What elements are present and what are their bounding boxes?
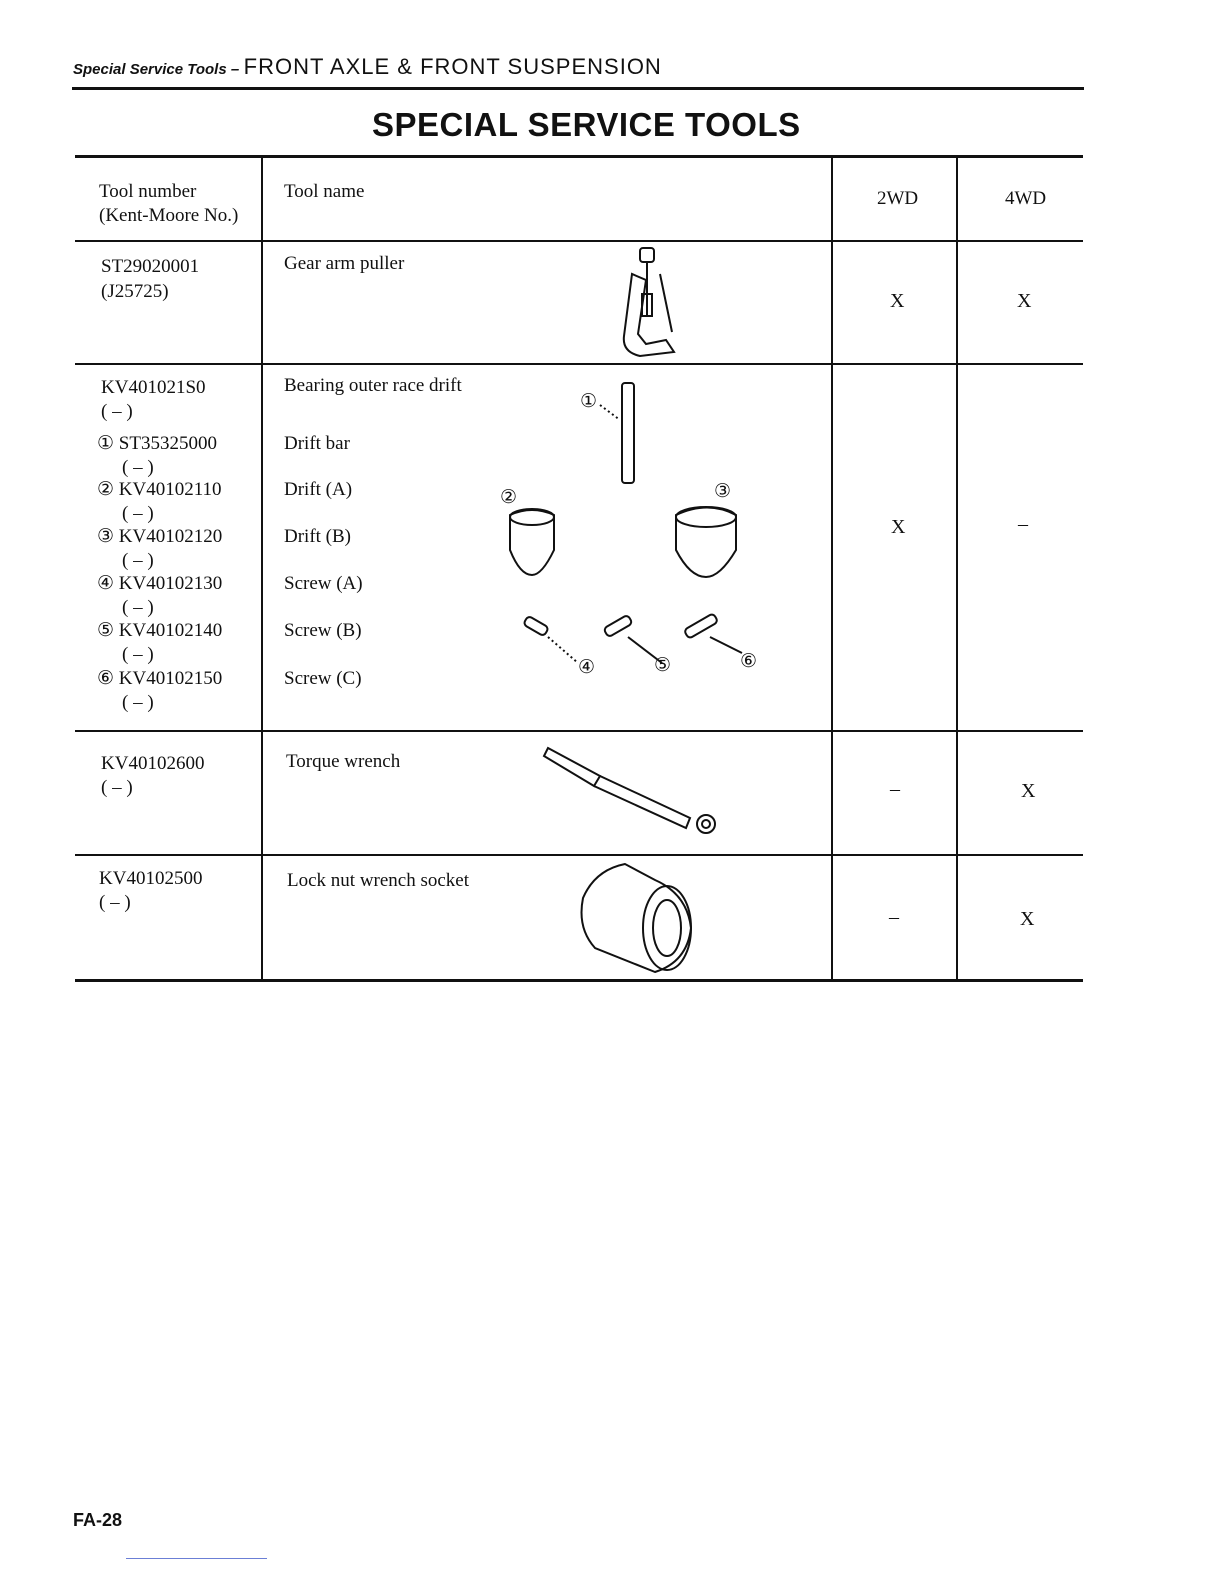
part-kent-moore: ( – ) [122, 597, 154, 618]
page-number: FA-28 [73, 1510, 123, 1530]
header-section: FRONT AXLE & FRONT SUSPENSION [243, 54, 662, 79]
part-number: ⑥ KV40102150 [97, 668, 223, 689]
part-name: Drift (A) [284, 479, 353, 500]
part-kent-moore: ( – ) [122, 457, 154, 478]
row-divider [75, 363, 1083, 365]
scan-artifact-line [126, 1558, 267, 1559]
callout-6: ⑥ [740, 651, 758, 672]
col-header-2wd: 2WD [877, 188, 919, 209]
lock-nut-socket-illustration [575, 858, 705, 976]
tool-number: ST29020001 [101, 256, 200, 277]
bearing-drift-illustration [490, 375, 780, 695]
table-top-rule [75, 155, 1083, 158]
kent-moore-number: ( – ) [101, 401, 133, 422]
table-bottom-rule [75, 979, 1083, 982]
4wd-mark: – [1018, 513, 1028, 535]
kent-moore-number: ( – ) [101, 777, 133, 798]
2wd-mark: X [891, 516, 906, 538]
part-number: ⑤ KV40102140 [97, 620, 223, 641]
part-number: ④ KV40102130 [97, 573, 223, 594]
part-kent-moore: ( – ) [122, 550, 154, 571]
2wd-mark: X [890, 290, 905, 312]
tool-number: KV40102600 [101, 753, 205, 774]
4wd-mark: X [1021, 780, 1036, 802]
2wd-mark: – [889, 906, 899, 928]
part-name: Screw (A) [284, 573, 363, 594]
tool-name: Lock nut wrench socket [287, 870, 470, 891]
part-kent-moore: ( – ) [122, 644, 154, 665]
part-kent-moore: ( – ) [122, 692, 154, 713]
part-name: Drift bar [284, 433, 350, 454]
page-title: SPECIAL SERVICE TOOLS [372, 106, 801, 143]
running-header [73, 54, 662, 80]
tool-number: KV40102500 [99, 868, 203, 889]
callout-4: ④ [578, 657, 596, 678]
part-number: ② KV40102110 [97, 479, 222, 500]
tool-name: Bearing outer race drift [284, 375, 462, 396]
row-divider [75, 730, 1083, 732]
part-name: Drift (B) [284, 526, 352, 547]
torque-wrench-illustration [540, 740, 730, 840]
2wd-mark: – [890, 778, 900, 800]
kent-moore-number: (J25725) [101, 281, 169, 302]
callout-1: ① [580, 391, 598, 412]
tool-name: Gear arm puller [284, 253, 405, 274]
tool-number: KV401021S0 [101, 377, 206, 398]
part-name: Screw (C) [284, 668, 362, 689]
column-divider [261, 157, 263, 980]
col-header-kent-moore: (Kent-Moore No.) [99, 205, 239, 226]
column-divider [831, 157, 833, 980]
col-header-tool-number: Tool number [99, 181, 197, 202]
row-divider [75, 240, 1083, 242]
part-kent-moore: ( – ) [122, 503, 154, 524]
part-name: Screw (B) [284, 620, 362, 641]
col-header-4wd: 4WD [1005, 188, 1047, 209]
tool-name: Torque wrench [286, 751, 401, 772]
gear-arm-puller-illustration [610, 244, 680, 360]
part-number: ③ KV40102120 [97, 526, 223, 547]
part-number: ① ST35325000 [97, 433, 217, 454]
4wd-mark: X [1020, 908, 1035, 930]
col-header-tool-name: Tool name [284, 181, 365, 202]
callout-5: ⑤ [654, 655, 672, 676]
callout-3: ③ [714, 481, 732, 502]
column-divider [956, 157, 958, 980]
4wd-mark: X [1017, 290, 1032, 312]
header-rule [72, 87, 1084, 90]
callout-2: ② [500, 487, 518, 508]
row-divider [75, 854, 1083, 856]
header-italic: Special Service Tools – [73, 61, 240, 78]
kent-moore-number: ( – ) [99, 892, 131, 913]
